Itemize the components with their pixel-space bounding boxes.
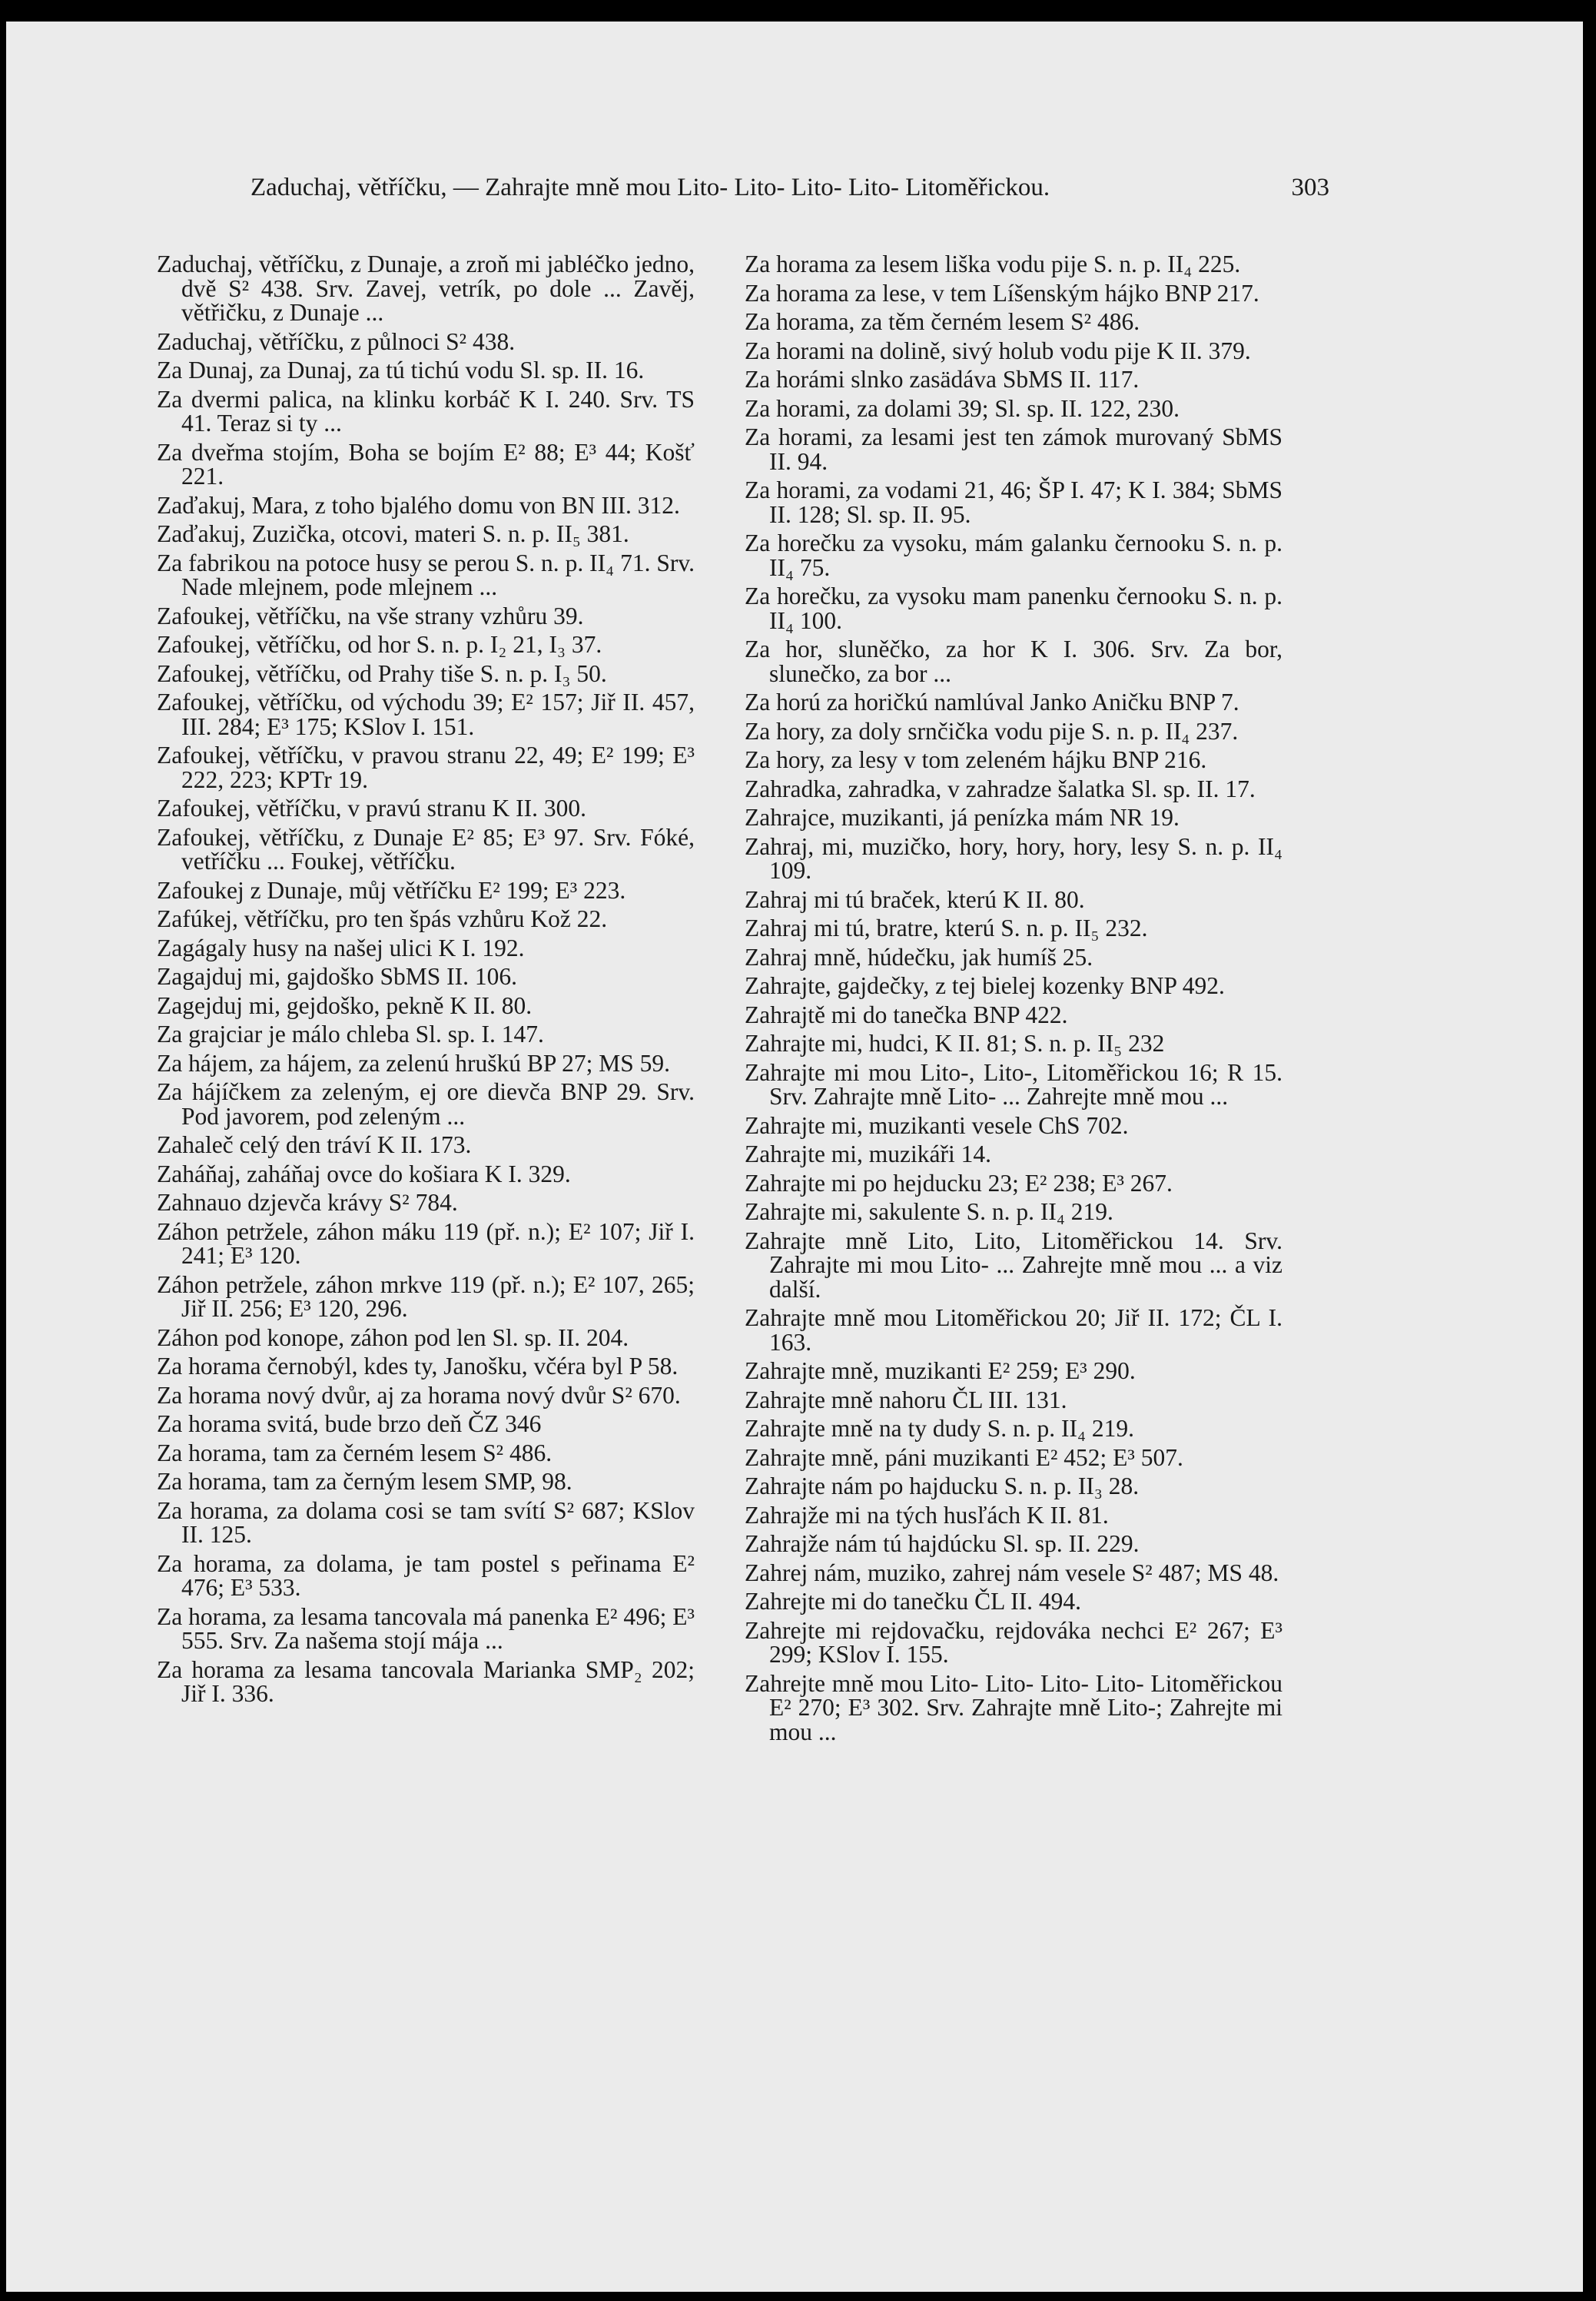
running-header: [251, 172, 1329, 203]
index-entry: Za hájem, za hájem, za zelenú hruškú BP 27; MS 59.: [157, 1049, 671, 1077]
index-entry: Za horama, tam za černým lesem SMP, 98.: [157, 1468, 572, 1495]
index-entry: Za horami, za vodami 21, 46; ŠP I. 47; K I. 384; SbMS II. 128; Sl. sp. II. 95.: [745, 476, 1282, 528]
index-entry: Zahrejte mi do tanečku ČL II. 494.: [745, 1588, 1081, 1615]
index-entry: Za horama nový dvůr, aj za horama nový dvůr S² 670.: [157, 1381, 681, 1409]
left-column: [157, 252, 695, 1711]
index-entry: Zagejduj mi, gejdoško, pekně K II. 80.: [157, 991, 533, 1019]
index-entry: Zagágaly husy na našej ulici K I. 192.: [157, 934, 525, 961]
index-entry: Zahrajte mi, muzikanti vesele ChS 702.: [745, 1111, 1129, 1139]
index-entry: Za horama, za dolama, je tam postel s peřinama E² 476; E³ 533.: [157, 1549, 695, 1601]
index-entry: Zafoukej, větříčku, z Dunaje E² 85; E³ 97. Srv. Fóké, vetříčku ... Foukej, větříčku.: [157, 823, 695, 875]
index-entry: Zahrej nám, muziko, zahrej nám vesele S² 487; MS 48.: [745, 1559, 1279, 1586]
index-entry: Za horečku za vysoku, mám galanku černooku S. n. p. II₄ 75.: [745, 530, 1282, 581]
index-entry: Zafoukej z Dunaje, můj větříčku E² 199; E³ 223.: [157, 876, 626, 904]
index-entry: Zahrajte, gajdečky, z tej bielej kozenky BNP 492.: [745, 972, 1225, 999]
index-entry: Zahaleč celý den tráví K II. 173.: [157, 1131, 472, 1158]
index-entry: Zafoukej, větříčku, od Prahy tiše S. n. p. I₃ 50.: [157, 659, 607, 687]
page-number: 303: [1291, 174, 1329, 201]
index-entry: Zahrajte mi po hejducku 23; E² 238; E³ 267.: [745, 1169, 1173, 1197]
index-entry: Za hor, sluněčko, za hor K I. 306. Srv. Za bor, slunečko, za bor ...: [745, 636, 1282, 687]
index-entry: Zahnauo dzjevča krávy S² 784.: [157, 1189, 458, 1216]
index-entry: Zahradka, zahradka, v zahradze šalatka Sl. sp. II. 17.: [745, 775, 1256, 802]
index-entry: Zahrajte mně mou Litoměřickou 20; Jiř II. 172; ČL I. 163.: [745, 1304, 1282, 1356]
index-entry: Za horámi slnko zasädáva SbMS II. 117.: [745, 366, 1140, 393]
index-entry: Zahrajte mi mou Lito-, Lito-, Litoměřickou 16; R 15. Srv. Zahrajte mně Lito- ... Zahrejte mně mou ...: [745, 1058, 1282, 1110]
index-entry: Za horama, tam za černém lesem S² 486.: [157, 1439, 552, 1466]
index-entry: Za horama, za těm černém lesem S² 486.: [745, 308, 1140, 335]
index-entry: Zahrejte mně mou Lito- Lito- Lito- Lito- Litoměřickou E² 270; E³ 302. Srv. Zahrajte mně Lito-; Zahrejte mi mou ...: [745, 1669, 1282, 1745]
index-entry: Za horama černobýl, kdes ty, Janošku, včéra byl P 58.: [157, 1353, 679, 1380]
index-entry: Za horama za lese, v tem Líšenským hájko BNP 217.: [745, 279, 1259, 307]
index-entry: Zagajduj mi, gajdoško SbMS II. 106.: [157, 963, 517, 990]
book-page: [6, 22, 1583, 2292]
index-entry: Za horečku, za vysoku mam panenku černooku S. n. p. II₄ 100.: [745, 583, 1282, 634]
index-entry: Zahrajtě mi do tanečka BNP 422.: [745, 1001, 1068, 1028]
index-entry: Za grajciar je málo chleba Sl. sp. I. 147.: [157, 1021, 544, 1048]
index-entry: Zafoukej, větříčku, v pravú stranu K II. 300.: [157, 795, 586, 822]
index-entry: Zahrajte mně na ty dudy S. n. p. II₄ 219.: [745, 1415, 1134, 1442]
index-entry: Za horami na dolině, sivý holub vodu pije K II. 379.: [745, 337, 1251, 364]
index-entry: Za fabrikou na potoce husy se perou S. n. p. II₄ 71. Srv. Nade mlejnem, pode mlejnem ...: [157, 549, 695, 600]
index-entry: Za horami, za dolami 39; Sl. sp. II. 122, 230.: [745, 394, 1180, 422]
index-entry: Za horama, za dolama cosi se tam svítí S² 687; KSlov II. 125.: [157, 1496, 695, 1548]
index-entry: Za dvermi palica, na klinku korbáč K I. 240. Srv. TS 41. Teraz si ty ...: [157, 385, 695, 437]
index-entry: Zafoukej, větříčku, v pravou stranu 22, 49; E² 199; E³ 222, 223; KPTr 19.: [157, 742, 695, 793]
index-entry: Zahraj mi tú braček, kterú K II. 80.: [745, 885, 1085, 913]
index-entry: Záhon pod konope, záhon pod len Sl. sp. II. 204.: [157, 1323, 629, 1351]
index-entry: Za dveřma stojím, Boha se bojím E² 88; E³ 44; Košť 221.: [157, 438, 695, 490]
index-entry: Zaďakuj, Mara, z toho bjalého domu von BN III. 312.: [157, 491, 680, 519]
index-entry: Za hory, za lesy v tom zeleném hájku BNP 216.: [745, 746, 1207, 773]
index-entry: Záhon petržele, záhon mrkve 119 (př. n.); E² 107, 265; Jiř II. 256; E³ 120, 296.: [157, 1270, 695, 1322]
index-entry: Zahrajže nám tú hajdúcku Sl. sp. II. 229.: [745, 1530, 1140, 1557]
index-entry: Zahrajte mi, sakulente S. n. p. II₄ 219.: [745, 1198, 1113, 1225]
right-column: [745, 252, 1282, 1748]
index-entry: Za Dunaj, za Dunaj, za tú tichú vodu Sl. sp. II. 16.: [157, 357, 645, 384]
index-entry: Zafúkej, větříčku, pro ten špás vzhůru Kož 22.: [157, 905, 608, 932]
index-entry: Zahrajte mně, páni muzikanti E² 452; E³ 507.: [745, 1443, 1183, 1471]
index-entry: Za horú za horičkú namlúval Janko Aničku BNP 7.: [745, 689, 1239, 716]
index-entry: Zahrejte mi rejdovačku, rejdováka nechci E² 267; E³ 299; KSlov I. 155.: [745, 1616, 1282, 1668]
index-entry: Zafoukej, větříčku, od východu 39; E² 157; Jiř II. 457, III. 284; E³ 175; KSlov I. 151.: [157, 689, 695, 740]
index-entry: Zahraj mi tú, bratre, kterú S. n. p. II₅ 232.: [745, 915, 1148, 941]
index-entry: Zafoukej, větříčku, na vše strany vzhůru 39.: [157, 602, 584, 629]
index-entry: Za horama svitá, bude brzo deň ČZ 346: [157, 1410, 542, 1437]
index-entry: Za hájíčkem za zeleným, ej ore dievča BNP 29. Srv. Pod javorem, pod zeleným ...: [157, 1078, 695, 1130]
index-entry: Zahrajte mi, muzikáři 14.: [745, 1141, 992, 1167]
index-entry: Za horama za lesem liška vodu pije S. n. p. II₄ 225.: [745, 251, 1241, 277]
index-entry: Zaďakuj, Zuzička, otcovi, materi S. n. p. II₅ 381.: [157, 520, 629, 547]
index-entry: Zahraj mně, húdečku, jak humíš 25.: [745, 943, 1093, 971]
index-entry: Zahraj, mi, muzičko, hory, hory, hory, lesy S. n. p. II₄ 109.: [745, 832, 1282, 884]
running-title: Zaduchaj, větříčku, — Zahrajte mně mou Lito- Lito- Lito- Lito- Litoměřickou.: [251, 174, 1050, 201]
index-entry: Zafoukej, větříčku, od hor S. n. p. I₂ 21, I₃ 37.: [157, 631, 602, 658]
index-entry: Zahrajte mně, muzikanti E² 259; E³ 290.: [745, 1357, 1136, 1384]
index-entry: Zahrajte mi, hudci, K II. 81; S. n. p. II₅ 232: [745, 1030, 1165, 1057]
index-entry: Zahrajte nám po hajducku S. n. p. II₃ 28.: [745, 1473, 1140, 1499]
index-entry: Zahrajte mně nahoru ČL III. 131.: [745, 1386, 1067, 1413]
index-entry: Zaduchaj, větříčku, z půlnoci S² 438.: [157, 327, 516, 355]
index-entry: Zaháňaj, zaháňaj ovce do košiara K I. 329.: [157, 1160, 571, 1187]
index-entry: Záhon petržele, záhon máku 119 (př. n.); E² 107; Jiř I. 241; E³ 120.: [157, 1217, 695, 1269]
index-entry: Za horami, za lesami jest ten zámok murovaný SbMS II. 94.: [745, 423, 1282, 475]
index-entry: Zahrajže mi na tých husľách K II. 81.: [745, 1501, 1109, 1529]
index-entry: Za horama za lesama tancovala Marianka SMP₂ 202; Jiř I. 336.: [157, 1655, 695, 1707]
index-entry: Za horama, za lesama tancovala má panenka E² 496; E³ 555. Srv. Za našema stojí mája ...: [157, 1602, 695, 1654]
index-entry: Zahrajce, muzikanti, já penízka mám NR 19.: [745, 804, 1180, 831]
index-entry: Za hory, za doly srnčička vodu pije S. n. p. II₄ 237.: [745, 717, 1239, 745]
index-entry: Zahrajte mně Lito, Lito, Litoměřickou 14. Srv. Zahrajte mi mou Lito- ... Zahrejte mně mou ... a viz další.: [745, 1227, 1282, 1303]
index-entry: Zaduchaj, větříčku, z Dunaje, a zroň mi jabléčko jedno, dvě S² 438. Srv. Zavej, vetrík, po dole ... Zavěj, větřičku, z Dunaje ...: [157, 251, 695, 326]
